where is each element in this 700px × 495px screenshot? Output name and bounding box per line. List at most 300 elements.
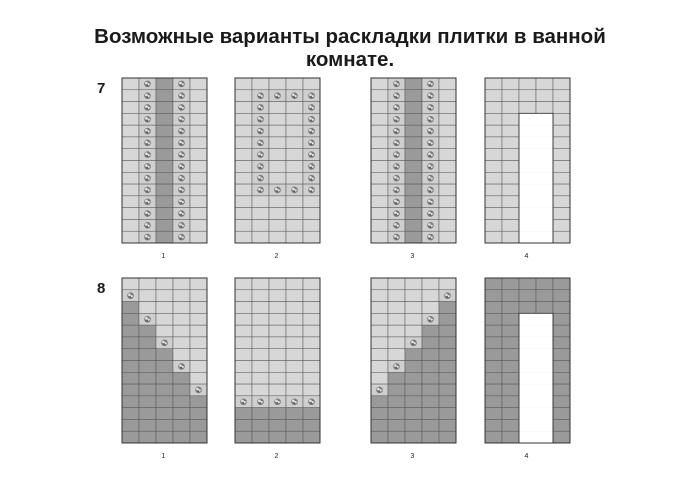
floral-decor-icon (291, 398, 298, 405)
wall-tile (439, 219, 456, 231)
floral-decor-icon (308, 187, 315, 194)
wall-tile (173, 419, 190, 431)
wall-tile (190, 172, 207, 184)
wall-tile (388, 431, 405, 443)
wall-tile (553, 408, 570, 420)
floral-decor-icon (178, 363, 185, 370)
wall-tile (156, 172, 173, 184)
wall-tile (439, 137, 456, 149)
wall-tile (405, 408, 422, 420)
wall-tile (371, 408, 388, 420)
wall-tile (405, 349, 422, 361)
wall-tile (485, 337, 502, 349)
wall-tile (173, 278, 190, 290)
wall-tile (371, 372, 388, 384)
wall-tile (519, 102, 536, 114)
wall-tile (388, 384, 405, 396)
wall-tile (485, 419, 502, 431)
wall-tile (303, 78, 320, 90)
floral-decor-icon (427, 163, 434, 170)
wall-tile (303, 208, 320, 220)
wall-tile (173, 431, 190, 443)
wall-tile (286, 349, 303, 361)
wall-tile (405, 113, 422, 125)
wall-tile (269, 384, 286, 396)
wall-tile (502, 196, 519, 208)
wall-tile (286, 325, 303, 337)
floral-decor-icon (144, 104, 151, 111)
wall-tile (439, 384, 456, 396)
floral-decor-icon (410, 340, 417, 347)
floral-decor-icon (144, 140, 151, 147)
wall-tile (485, 113, 502, 125)
wall-tile (156, 137, 173, 149)
wall-tile (371, 125, 388, 137)
floral-decor-icon (178, 128, 185, 135)
wall-tile (173, 384, 190, 396)
wall-tile (156, 78, 173, 90)
floral-decor-icon (393, 210, 400, 217)
wall-tile (122, 137, 139, 149)
wall-tile (502, 184, 519, 196)
door-opening (519, 137, 536, 149)
wall-tile (388, 313, 405, 325)
wall-tile (269, 349, 286, 361)
door-opening (519, 325, 536, 337)
wall-tile (122, 325, 139, 337)
door-opening (519, 419, 536, 431)
wall-tile (190, 361, 207, 373)
wall-tile (252, 219, 269, 231)
wall-tile (485, 125, 502, 137)
wall-tile (536, 102, 553, 114)
wall-tile (235, 313, 252, 325)
wall-tile (553, 325, 570, 337)
wall-tile (405, 396, 422, 408)
door-opening (519, 219, 536, 231)
wall-tile (286, 231, 303, 243)
wall-tile (485, 372, 502, 384)
wall-tile (190, 290, 207, 302)
wall-tile (502, 161, 519, 173)
wall-tile (439, 196, 456, 208)
wall-tile (252, 372, 269, 384)
floral-decor-icon (161, 340, 168, 347)
wall-tile (371, 102, 388, 114)
wall-tile (122, 208, 139, 220)
floral-decor-icon (427, 316, 434, 323)
wall-tile (235, 372, 252, 384)
wall-tile (252, 349, 269, 361)
door-opening (536, 408, 553, 420)
wall-tile (235, 102, 252, 114)
panel-number: 1 (161, 253, 166, 260)
floral-decor-icon (178, 198, 185, 205)
floral-decor-icon (393, 163, 400, 170)
wall-tile (252, 78, 269, 90)
floral-decor-icon (427, 222, 434, 229)
wall-tile (286, 384, 303, 396)
floral-decor-icon (144, 175, 151, 182)
wall-tile (485, 90, 502, 102)
floral-decor-icon (144, 81, 151, 88)
wall-tile (235, 337, 252, 349)
wall-tile (405, 149, 422, 161)
wall-tile (156, 290, 173, 302)
wall-tile (502, 372, 519, 384)
wall-tile (422, 384, 439, 396)
wall-tile (235, 408, 252, 420)
wall-tile (269, 361, 286, 373)
wall-tile (303, 302, 320, 314)
wall-tile (139, 361, 156, 373)
wall-tile (422, 419, 439, 431)
wall-tile (502, 384, 519, 396)
wall-tile (439, 431, 456, 443)
tile-panel-7-4 (485, 78, 570, 260)
wall-tile (190, 113, 207, 125)
wall-tile (190, 184, 207, 196)
wall-tile (422, 290, 439, 302)
wall-tile (422, 349, 439, 361)
wall-tile (156, 196, 173, 208)
wall-tile (371, 361, 388, 373)
wall-tile (286, 372, 303, 384)
tile-panel-8-4 (485, 278, 570, 460)
panel-number: 4 (524, 453, 529, 460)
wall-tile (485, 313, 502, 325)
wall-tile (122, 431, 139, 443)
floral-decor-icon (308, 116, 315, 123)
wall-tile (139, 349, 156, 361)
wall-tile (405, 137, 422, 149)
wall-tile (252, 196, 269, 208)
floral-decor-icon (393, 363, 400, 370)
wall-tile (156, 325, 173, 337)
floral-decor-icon (308, 163, 315, 170)
wall-tile (485, 208, 502, 220)
wall-tile (502, 125, 519, 137)
floral-decor-icon (308, 92, 315, 99)
wall-tile (553, 396, 570, 408)
wall-tile (190, 278, 207, 290)
door-opening (519, 384, 536, 396)
wall-tile (122, 302, 139, 314)
wall-tile (422, 337, 439, 349)
floral-decor-icon (257, 398, 264, 405)
wall-tile (502, 419, 519, 431)
wall-tile (485, 431, 502, 443)
wall-tile (173, 325, 190, 337)
floral-decor-icon (393, 140, 400, 147)
wall-tile (553, 125, 570, 137)
wall-tile (502, 149, 519, 161)
door-opening (536, 231, 553, 243)
wall-tile (235, 196, 252, 208)
wall-tile (286, 161, 303, 173)
wall-tile (156, 161, 173, 173)
wall-tile (405, 361, 422, 373)
wall-tile (553, 196, 570, 208)
wall-tile (139, 302, 156, 314)
wall-tile (235, 290, 252, 302)
wall-tile (439, 125, 456, 137)
floral-decor-icon (393, 128, 400, 135)
wall-tile (405, 102, 422, 114)
wall-tile (122, 278, 139, 290)
wall-tile (122, 372, 139, 384)
wall-tile (139, 384, 156, 396)
wall-tile (190, 161, 207, 173)
door-opening (536, 208, 553, 220)
wall-tile (405, 219, 422, 231)
wall-tile (286, 219, 303, 231)
floral-decor-icon (393, 92, 400, 99)
wall-tile (519, 290, 536, 302)
wall-tile (286, 113, 303, 125)
door-opening (536, 219, 553, 231)
wall-tile (286, 337, 303, 349)
wall-tile (139, 372, 156, 384)
floral-decor-icon (274, 187, 281, 194)
wall-tile (190, 90, 207, 102)
wall-tile (502, 313, 519, 325)
wall-tile (485, 137, 502, 149)
wall-tile (173, 290, 190, 302)
wall-tile (252, 208, 269, 220)
door-opening (519, 431, 536, 443)
wall-tile (439, 361, 456, 373)
wall-tile (190, 431, 207, 443)
wall-tile (173, 302, 190, 314)
wall-tile (286, 278, 303, 290)
wall-tile (252, 278, 269, 290)
wall-tile (286, 302, 303, 314)
floral-decor-icon (427, 116, 434, 123)
wall-tile (439, 184, 456, 196)
wall-tile (190, 219, 207, 231)
wall-tile (156, 278, 173, 290)
floral-decor-icon (308, 175, 315, 182)
floral-decor-icon (257, 92, 264, 99)
wall-tile (156, 313, 173, 325)
wall-tile (286, 137, 303, 149)
wall-tile (122, 313, 139, 325)
wall-tile (252, 313, 269, 325)
floral-decor-icon (393, 187, 400, 194)
wall-tile (553, 184, 570, 196)
wall-tile (553, 219, 570, 231)
wall-tile (371, 149, 388, 161)
wall-tile (303, 431, 320, 443)
wall-tile (485, 290, 502, 302)
wall-tile (553, 419, 570, 431)
wall-tile (156, 396, 173, 408)
wall-tile (405, 125, 422, 137)
door-opening (536, 196, 553, 208)
door-opening (519, 361, 536, 373)
wall-tile (388, 290, 405, 302)
wall-tile (371, 78, 388, 90)
wall-tile (156, 113, 173, 125)
wall-tile (122, 349, 139, 361)
wall-tile (303, 372, 320, 384)
door-opening (519, 313, 536, 325)
floral-decor-icon (274, 92, 281, 99)
floral-decor-icon (178, 116, 185, 123)
wall-tile (235, 361, 252, 373)
floral-decor-icon (178, 104, 185, 111)
wall-tile (190, 313, 207, 325)
wall-tile (485, 161, 502, 173)
wall-tile (502, 278, 519, 290)
wall-tile (122, 384, 139, 396)
floral-decor-icon (393, 175, 400, 182)
door-opening (536, 125, 553, 137)
wall-tile (303, 313, 320, 325)
wall-tile (371, 196, 388, 208)
wall-tile (156, 302, 173, 314)
wall-tile (536, 290, 553, 302)
wall-tile (439, 419, 456, 431)
wall-tile (190, 408, 207, 420)
floral-decor-icon (178, 234, 185, 241)
panel-number: 2 (274, 253, 279, 260)
floral-decor-icon (393, 104, 400, 111)
wall-tile (553, 384, 570, 396)
wall-tile (269, 302, 286, 314)
wall-tile (485, 361, 502, 373)
wall-tile (553, 361, 570, 373)
wall-tile (286, 361, 303, 373)
wall-tile (485, 196, 502, 208)
wall-tile (252, 337, 269, 349)
floral-decor-icon (127, 292, 134, 299)
wall-tile (502, 137, 519, 149)
wall-tile (122, 184, 139, 196)
floral-decor-icon (144, 163, 151, 170)
door-opening (536, 396, 553, 408)
door-opening (536, 337, 553, 349)
wall-tile (156, 208, 173, 220)
wall-tile (190, 149, 207, 161)
wall-tile (485, 102, 502, 114)
wall-tile (553, 349, 570, 361)
wall-tile (122, 161, 139, 173)
door-opening (536, 372, 553, 384)
wall-tile (190, 302, 207, 314)
wall-tile (536, 90, 553, 102)
wall-tile (252, 302, 269, 314)
floral-decor-icon (376, 387, 383, 394)
floral-decor-icon (308, 398, 315, 405)
tile-panel-7-2 (235, 78, 320, 260)
wall-tile (156, 431, 173, 443)
door-opening (519, 113, 536, 125)
wall-tile (269, 172, 286, 184)
floral-decor-icon (144, 187, 151, 194)
wall-tile (502, 302, 519, 314)
wall-tile (405, 208, 422, 220)
floral-decor-icon (257, 163, 264, 170)
wall-tile (235, 172, 252, 184)
wall-tile (502, 337, 519, 349)
wall-tile (122, 102, 139, 114)
floral-decor-icon (427, 198, 434, 205)
door-opening (519, 349, 536, 361)
wall-tile (371, 337, 388, 349)
wall-tile (422, 431, 439, 443)
wall-tile (269, 290, 286, 302)
wall-tile (156, 372, 173, 384)
wall-tile (553, 149, 570, 161)
wall-tile (173, 408, 190, 420)
wall-tile (485, 278, 502, 290)
wall-tile (286, 431, 303, 443)
wall-tile (553, 290, 570, 302)
wall-tile (235, 161, 252, 173)
wall-tile (286, 78, 303, 90)
wall-tile (371, 396, 388, 408)
wall-tile (405, 278, 422, 290)
floral-decor-icon (178, 81, 185, 88)
floral-decor-icon (291, 92, 298, 99)
wall-tile (502, 290, 519, 302)
wall-tile (439, 90, 456, 102)
wall-tile (235, 278, 252, 290)
wall-tile (485, 302, 502, 314)
floral-decor-icon (427, 81, 434, 88)
wall-tile (156, 419, 173, 431)
wall-tile (190, 337, 207, 349)
wall-tile (303, 278, 320, 290)
wall-tile (156, 184, 173, 196)
panel-number: 2 (274, 453, 279, 460)
wall-tile (553, 113, 570, 125)
wall-tile (235, 149, 252, 161)
floral-decor-icon (144, 128, 151, 135)
wall-tile (286, 196, 303, 208)
wall-tile (405, 431, 422, 443)
wall-tile (371, 278, 388, 290)
door-opening (519, 337, 536, 349)
floral-decor-icon (144, 210, 151, 217)
wall-tile (252, 384, 269, 396)
wall-tile (156, 219, 173, 231)
wall-tile (122, 337, 139, 349)
wall-tile (553, 90, 570, 102)
wall-tile (252, 325, 269, 337)
floral-decor-icon (308, 128, 315, 135)
wall-tile (485, 219, 502, 231)
floral-decor-icon (308, 140, 315, 147)
wall-tile (405, 302, 422, 314)
floral-decor-icon (427, 104, 434, 111)
wall-tile (405, 290, 422, 302)
wall-tile (190, 125, 207, 137)
wall-tile (190, 137, 207, 149)
wall-tile (371, 184, 388, 196)
wall-tile (485, 384, 502, 396)
wall-tile (139, 419, 156, 431)
wall-tile (439, 149, 456, 161)
floral-decor-icon (427, 234, 434, 241)
page-title: Возможные варианты раскладки плитки в ванной комнате. (94, 25, 606, 71)
wall-tile (502, 90, 519, 102)
wall-tile (190, 419, 207, 431)
door-opening (519, 184, 536, 196)
wall-tile (485, 78, 502, 90)
